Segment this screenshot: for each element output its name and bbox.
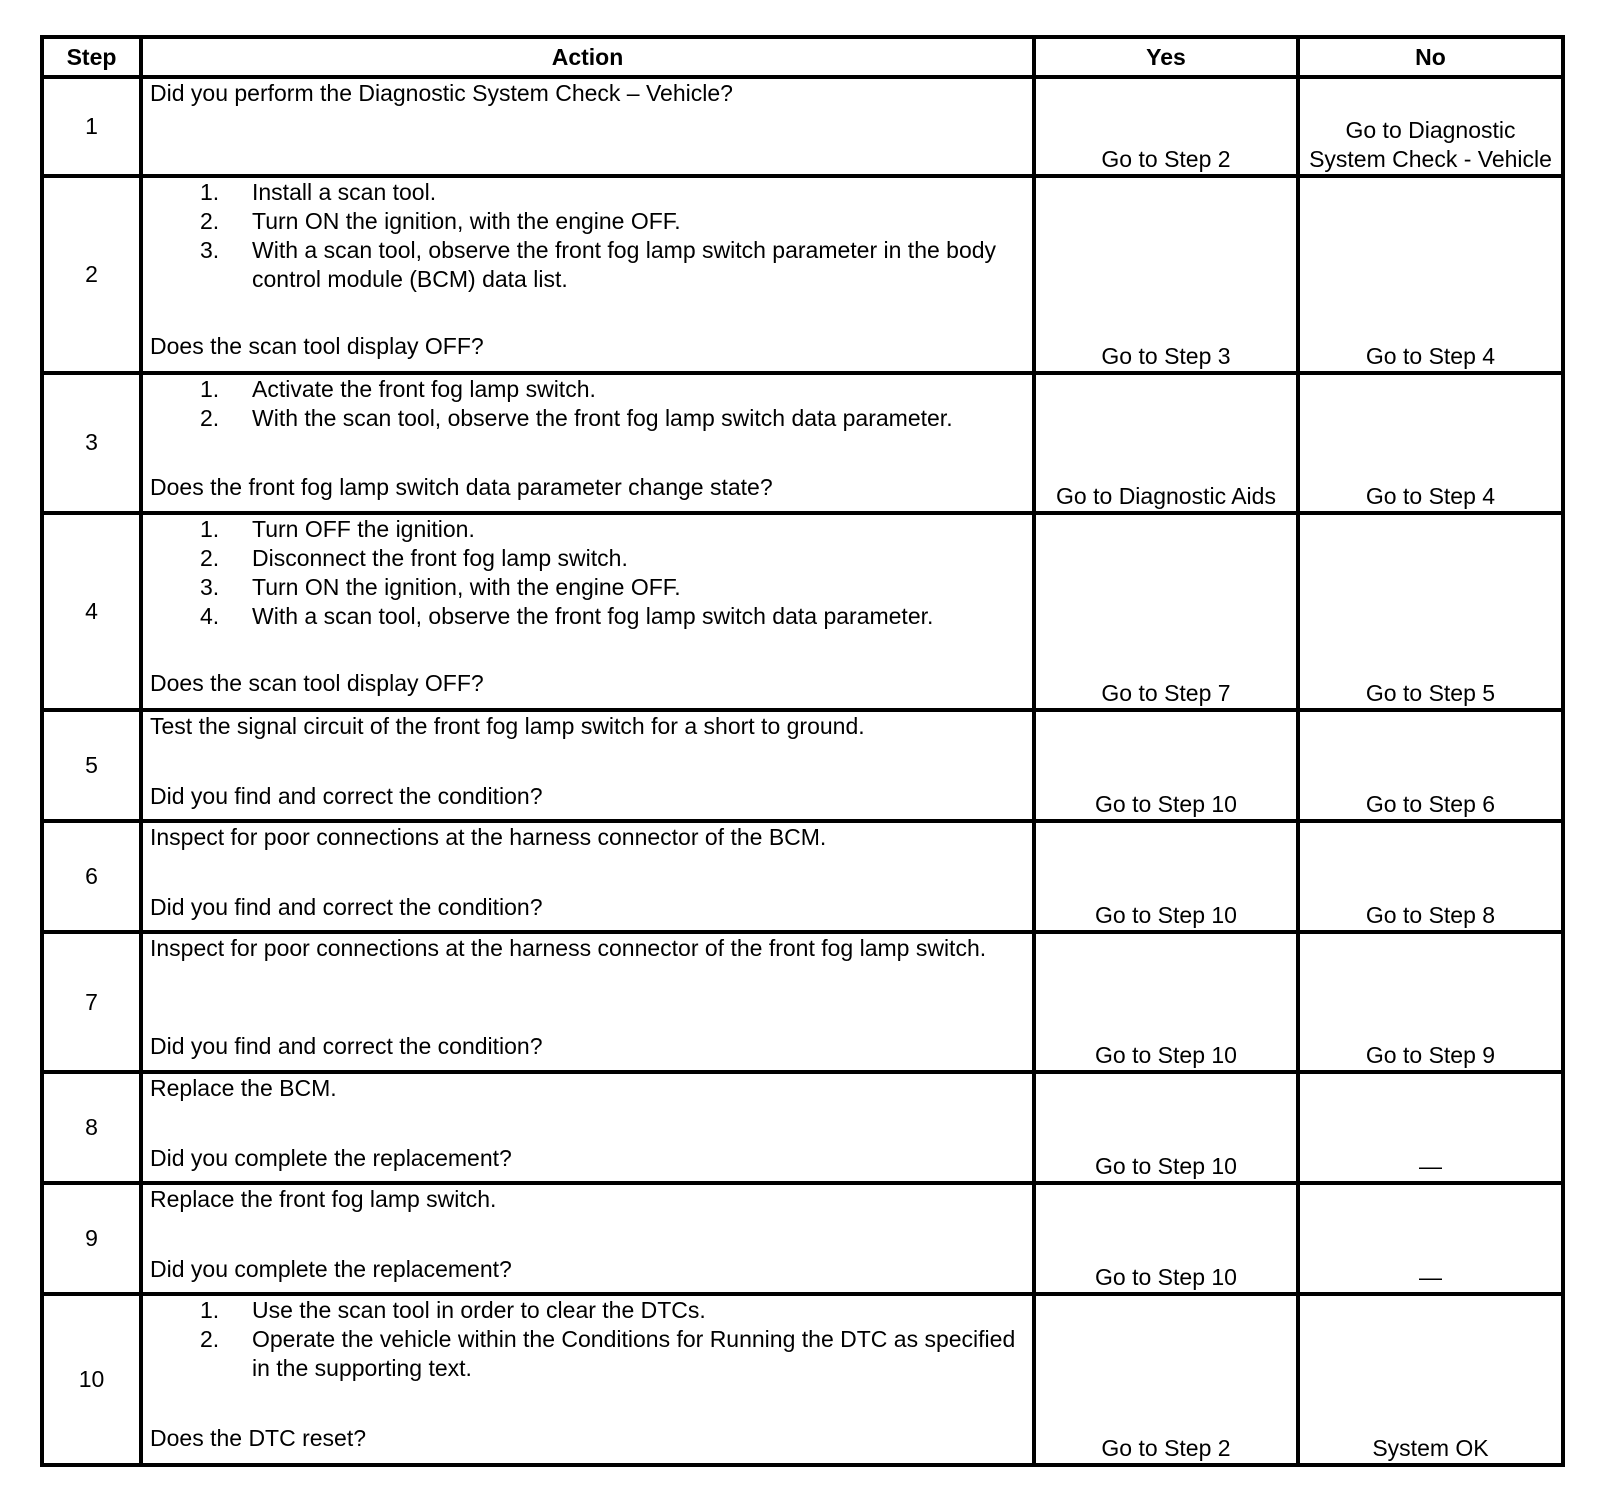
no-result: —	[1298, 1183, 1563, 1294]
table-row	[42, 1183, 1563, 1294]
list-item-number: 3.	[200, 236, 220, 263]
action-instructions	[150, 1296, 1025, 1383]
list-item-number: 2.	[200, 1326, 220, 1353]
procedure-list	[150, 515, 1025, 631]
step-number: 8	[42, 1072, 141, 1183]
table-row	[42, 932, 1563, 1072]
no-result: System OK	[1298, 1294, 1563, 1465]
action-instructions	[150, 934, 1025, 963]
no-result: Go to Step 9	[1298, 932, 1563, 1072]
action-text: Test the signal circuit of the front fog lamp switch for a short to ground.	[150, 713, 865, 740]
list-item-number: 1.	[200, 1297, 220, 1324]
action-question: Does the scan tool display OFF?	[150, 669, 484, 696]
action-instructions	[150, 79, 1025, 108]
action-text: Inspect for poor connections at the harness connector of the BCM.	[150, 824, 827, 851]
action-instructions	[150, 823, 1025, 852]
step-number: 7	[42, 932, 141, 1072]
list-item-text: Install a scan tool.	[252, 178, 437, 205]
list-item-number: 2.	[200, 405, 220, 432]
procedure-list	[150, 178, 1025, 294]
action-cell	[141, 1072, 1034, 1183]
header-row	[42, 37, 1563, 77]
action-instructions	[150, 178, 1025, 294]
action-question: Does the front fog lamp switch data parameter change state?	[150, 474, 773, 501]
action-question: Did you complete the replacement?	[150, 1256, 512, 1283]
action-cell	[141, 710, 1034, 821]
action-instructions	[150, 1074, 1025, 1103]
no-result: Go to Step 8	[1298, 821, 1563, 932]
action-instructions	[150, 712, 1025, 741]
list-item-text: Turn ON the ignition, with the engine OFF.	[252, 207, 681, 234]
yes-result: Go to Step 2	[1034, 77, 1298, 176]
action-question: Did you find and correct the condition?	[150, 1033, 543, 1060]
no-result: Go to Step 4	[1298, 176, 1563, 373]
list-item-number: 2.	[200, 544, 220, 571]
list-item-number: 4.	[200, 602, 220, 629]
action-cell	[141, 176, 1034, 373]
list-item	[150, 1296, 1025, 1325]
action-instructions	[150, 375, 1025, 433]
list-item	[150, 178, 1025, 207]
procedure-list	[150, 1296, 1025, 1383]
table-row	[42, 821, 1563, 932]
step-number: 2	[42, 176, 141, 373]
list-item-number: 3.	[200, 573, 220, 600]
yes-result: Go to Step 10	[1034, 821, 1298, 932]
list-item-number: 2.	[200, 207, 220, 234]
yes-result: Go to Step 10	[1034, 710, 1298, 821]
procedure-list	[150, 375, 1025, 433]
header-yes: Yes	[1034, 37, 1298, 77]
yes-result: Go to Step 10	[1034, 932, 1298, 1072]
action-question: Did you find and correct the condition?	[150, 894, 543, 921]
yes-result: Go to Step 3	[1034, 176, 1298, 373]
list-item-text: Use the scan tool in order to clear the DTCs.	[252, 1297, 706, 1324]
action-text: Replace the BCM.	[150, 1075, 337, 1102]
step-number: 4	[42, 513, 141, 710]
header-action: Action	[141, 37, 1034, 77]
table-row	[42, 710, 1563, 821]
table-row	[42, 176, 1563, 373]
action-cell	[141, 513, 1034, 710]
list-item-text: Activate the front fog lamp switch.	[252, 376, 596, 403]
action-text: Replace the front fog lamp switch.	[150, 1186, 497, 1213]
action-question: Does the DTC reset?	[150, 1425, 367, 1452]
action-cell	[141, 373, 1034, 513]
list-item-text: With a scan tool, observe the front fog lamp switch data parameter.	[252, 602, 934, 629]
step-number: 10	[42, 1294, 141, 1465]
list-item	[150, 236, 1025, 294]
list-item	[150, 1325, 1025, 1383]
list-item-text: With a scan tool, observe the front fog lamp switch parameter in the body control module (BCM) data list.	[252, 236, 997, 292]
step-number: 5	[42, 710, 141, 821]
action-cell	[141, 1183, 1034, 1294]
action-cell	[141, 77, 1034, 176]
action-cell	[141, 821, 1034, 932]
list-item-text: Disconnect the front fog lamp switch.	[252, 544, 628, 571]
table-body	[42, 77, 1563, 1465]
step-number: 1	[42, 77, 141, 176]
list-item	[150, 375, 1025, 404]
list-item	[150, 544, 1025, 573]
list-item-text: With the scan tool, observe the front fog lamp switch data parameter.	[252, 405, 953, 432]
table-row	[42, 373, 1563, 513]
table-row	[42, 1294, 1563, 1465]
table-row	[42, 77, 1563, 176]
list-item	[150, 515, 1025, 544]
yes-result: Go to Diagnostic Aids	[1034, 373, 1298, 513]
header-no: No	[1298, 37, 1563, 77]
action-text: Inspect for poor connections at the harness connector of the front fog lamp switch.	[150, 935, 987, 962]
action-question: Does the scan tool display OFF?	[150, 332, 484, 359]
list-item-number: 1.	[200, 376, 220, 403]
list-item-number: 1.	[200, 515, 220, 542]
action-question: Did you find and correct the condition?	[150, 783, 543, 810]
header-step: Step	[42, 37, 141, 77]
table-row	[42, 1072, 1563, 1183]
list-item	[150, 573, 1025, 602]
action-instructions	[150, 515, 1025, 631]
no-result: Go to Step 5	[1298, 513, 1563, 710]
diagnostic-table	[40, 35, 1565, 1467]
yes-result: Go to Step 2	[1034, 1294, 1298, 1465]
no-result: Go to Step 6	[1298, 710, 1563, 821]
table-row	[42, 513, 1563, 710]
step-number: 9	[42, 1183, 141, 1294]
yes-result: Go to Step 10	[1034, 1183, 1298, 1294]
no-result: —	[1298, 1072, 1563, 1183]
no-result: Go to Diagnostic System Check - Vehicle	[1298, 77, 1563, 176]
action-question: Did you complete the replacement?	[150, 1145, 512, 1172]
list-item	[150, 207, 1025, 236]
list-item	[150, 602, 1025, 631]
list-item-text: Operate the vehicle within the Conditions for Running the DTC as specified in the supporting text.	[252, 1326, 1016, 1382]
step-number: 3	[42, 373, 141, 513]
action-text: Did you perform the Diagnostic System Check – Vehicle?	[150, 80, 733, 106]
list-item-text: Turn OFF the ignition.	[252, 515, 475, 542]
list-item	[150, 404, 1025, 433]
yes-result: Go to Step 7	[1034, 513, 1298, 710]
action-cell	[141, 1294, 1034, 1465]
action-instructions	[150, 1185, 1025, 1214]
step-number: 6	[42, 821, 141, 932]
list-item-number: 1.	[200, 178, 220, 205]
list-item-text: Turn ON the ignition, with the engine OFF.	[252, 573, 681, 600]
no-result: Go to Step 4	[1298, 373, 1563, 513]
action-cell	[141, 932, 1034, 1072]
yes-result: Go to Step 10	[1034, 1072, 1298, 1183]
